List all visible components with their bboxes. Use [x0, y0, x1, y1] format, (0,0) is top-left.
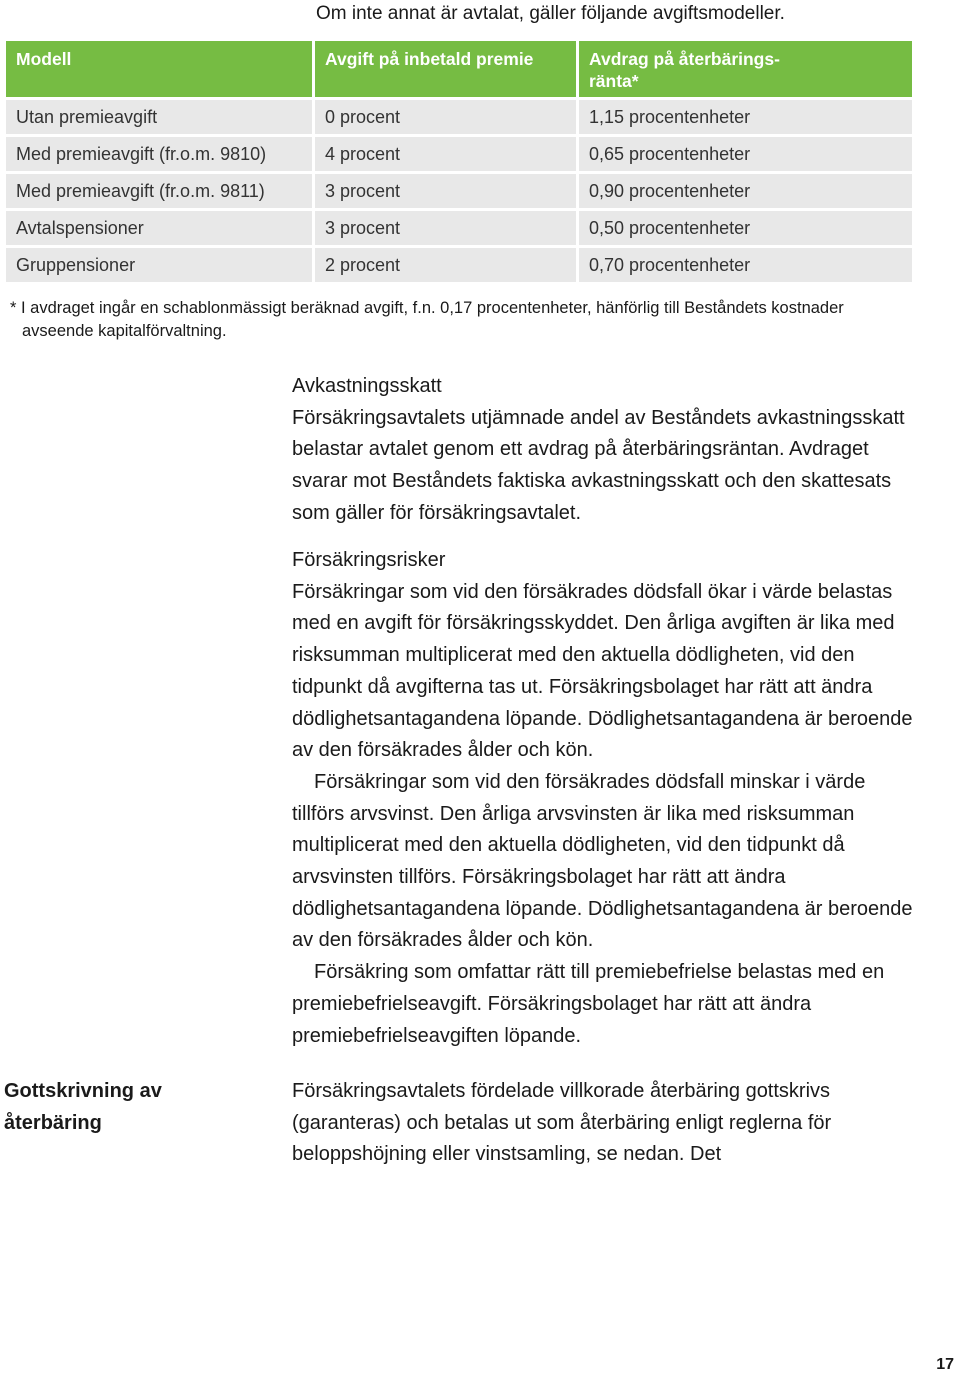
table-row	[6, 248, 912, 282]
cell-deduction: 0,90 procentenheter	[576, 174, 912, 208]
cell-model: Avtalspensioner	[6, 211, 312, 245]
cell-deduction: 1,15 procentenheter	[576, 100, 912, 134]
section-heading: Avkastningsskatt	[292, 375, 442, 397]
cell-model: Med premieavgift (fr.o.m. 9811)	[6, 174, 312, 208]
table-row	[6, 137, 912, 171]
section-forsakringsrisker	[292, 545, 922, 1052]
gottskrivning-sidehead: Gottskrivning av återbäring	[4, 1080, 162, 1134]
table-row	[6, 100, 912, 134]
section-heading: Försäkringsrisker	[292, 549, 446, 571]
header-avgift: Avgift på inbetald premie	[312, 41, 576, 97]
section-paragraph: Försäkringar som vid den försäkrades dödsfall ökar i värde belastas med en avgift för försäkringsskyddet. Den årliga avgiften är lika med risksumman multiplicerat med den aktuella dödligheten, vid den tidpunkt då avgifterna tas ut. Försäkringsbolaget har rätt att ändra dödlighetsantagandena löpande. Dödlighetsantagandena är beroende av den försäkrades ålder och kön.	[292, 580, 913, 762]
cell-fee: 0 procent	[312, 100, 576, 134]
section-avkastningsskatt	[292, 371, 922, 530]
cell-fee: 2 procent	[312, 248, 576, 282]
table-footnote: * I avdraget ingår en schablonmässigt beräknad avgift, f.n. 0,17 procentenheter, hänförlig till Beståndets kostnader avseende kapitalförvaltning.	[10, 299, 844, 340]
section-paragraph: Försäkring som omfattar rätt till premiebefrielse belastas med en premiebefrielseavgift. Försäkringsbolaget har rätt att ändra premiebefrielseavgiften löpande.	[292, 961, 885, 1047]
section-paragraph: Försäkringar som vid den försäkrades dödsfall minskar i värde tillförs arvsvinst. Den årliga arvsvinsten är lika med risksumman multiplicerat med den aktuella dödligheten, vid den tidpunkt då arvsvinsten tillförs. Försäkringsbolaget har rätt att ändra dödlighetsantagandena löpande. Dödlighetsantagandena är beroende av den försäkrades ålder och kön.	[292, 770, 913, 952]
cell-fee: 3 procent	[312, 174, 576, 208]
intro-text: Om inte annat är avtalat, gäller följande avgiftsmodeller.	[316, 3, 785, 24]
section-gottskrivning	[292, 1076, 922, 1171]
header-modell: Modell	[6, 41, 312, 97]
cell-model: Med premieavgift (fr.o.m. 9810)	[6, 137, 312, 171]
table-row	[6, 174, 912, 208]
table-row	[6, 211, 912, 245]
section-text: Försäkringsavtalets fördelade villkorade återbäring gottskrivs (garanteras) och betalas ut som återbäring enligt reglerna för beloppshöjning eller vinstsamling, se nedan. Det	[292, 1080, 832, 1166]
cell-deduction: 0,50 procentenheter	[576, 211, 912, 245]
section-text: Försäkringsavtalets utjämnade andel av Beståndets avkastningsskatt belastar avtalet genom ett avdrag på återbäringsräntan. Avdraget svarar mot Beståndets faktiska avkastningsskatt och den skattesats som gäller för försäkringsavtalet.	[292, 406, 905, 524]
fee-model-table	[6, 38, 912, 285]
cell-fee: 4 procent	[312, 137, 576, 171]
cell-model: Gruppensioner	[6, 248, 312, 282]
cell-fee: 3 procent	[312, 211, 576, 245]
cell-deduction: 0,70 procentenheter	[576, 248, 912, 282]
page-number: 17	[936, 1356, 954, 1373]
cell-deduction: 0,65 procentenheter	[576, 137, 912, 171]
header-avdrag: Avdrag på återbärings- ränta*	[576, 41, 912, 97]
table-header-row	[6, 41, 912, 97]
cell-model: Utan premieavgift	[6, 100, 312, 134]
